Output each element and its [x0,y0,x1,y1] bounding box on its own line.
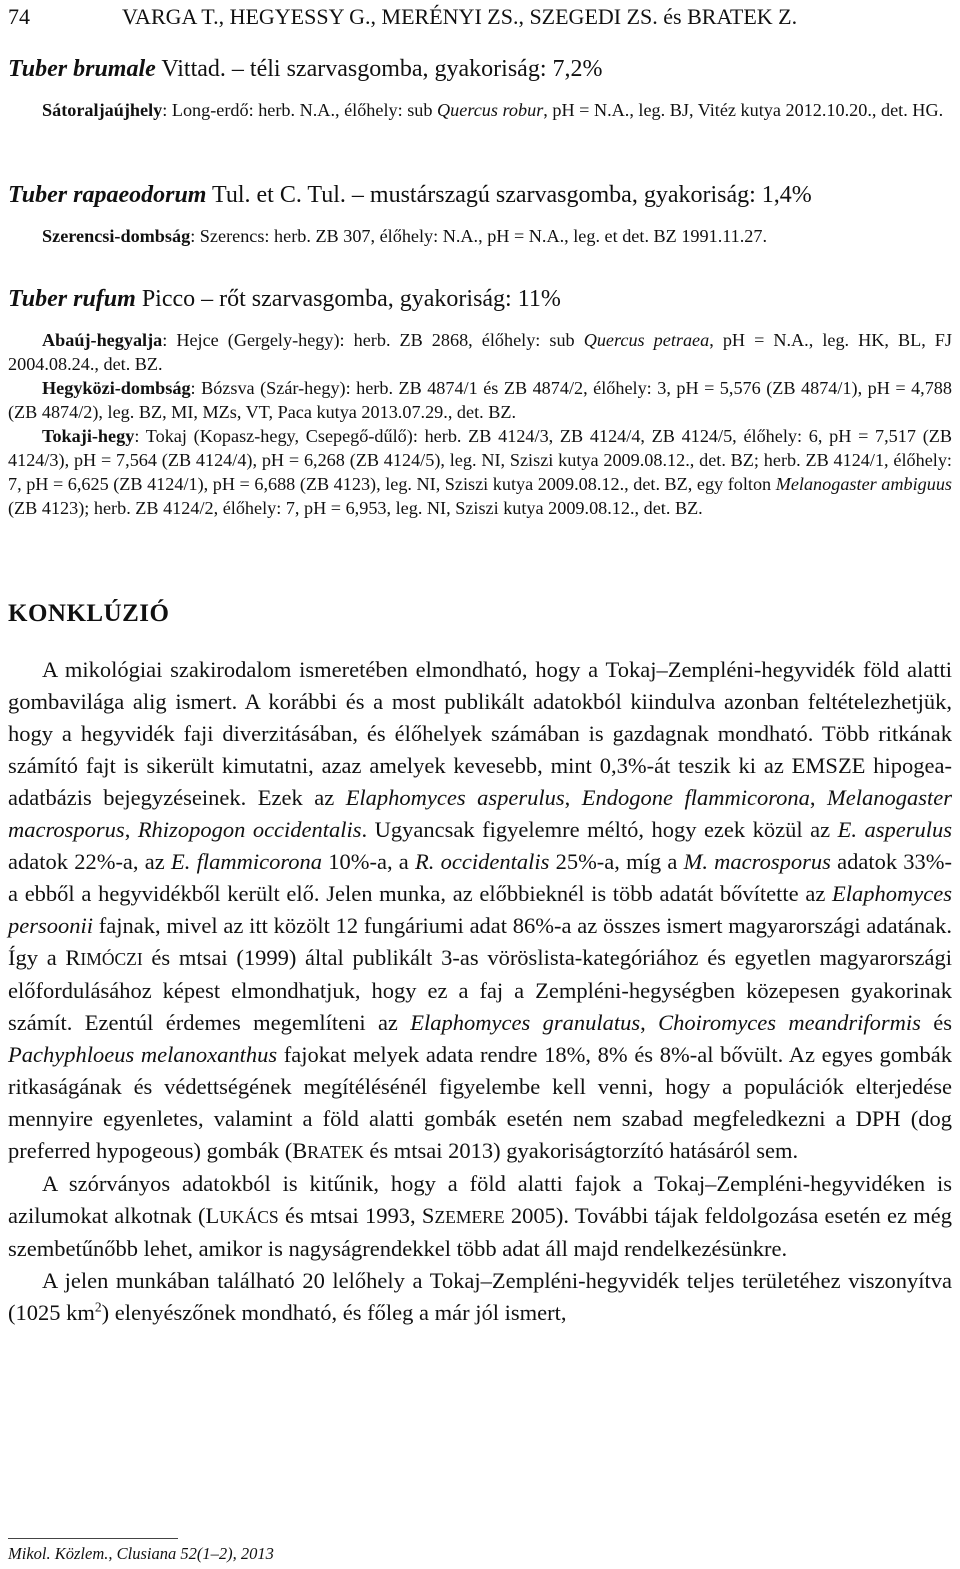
record-location: Tokaji-hegy [42,426,135,446]
text: , [640,1010,659,1035]
record-location: Abaúj-hegyalja [42,330,163,350]
species-name: Rhizopogon occidentalis [137,817,362,842]
author-initial: R [65,945,81,970]
paragraph [8,1168,952,1265]
species-entry [8,54,952,122]
text: és [920,1010,953,1035]
species-scientific-name: Tuber rufum [8,286,136,312]
record-text: , pH = N.A., leg. HK, BL, FJ 2004.08.24., det. BZ. [8,330,952,374]
text: A szórványos adatokból is kitűnik, hogy a föld alatti fajok a Tokaj–Zempléni-hegyvidéken is azilumokat alkotnak ( [8,1171,952,1228]
text: fajokat melyek adata rendre 18%, 8% és 8%-al bővült. Az egyes gombák ritkaságának és védettségének megítélésénél figyelembe kell venni, hogy a populációk elterjedése mennyire egyenletes, valamint a föld alatti gombák esetén nem szabad megfeledkezni a DPH (dog preferred hypogeous) gombák ( [8,1042,952,1163]
species-author: Vittad. [155,56,226,82]
text: . Ugyancsak figyelemre méltó, hogy ezek közül az [361,817,838,842]
text: fajnak, mivel az itt közölt 12 fungáriumi adat 86%-a az összes ismert magyarországi adatának. Így a [8,913,952,970]
species-name: Elaphomyces asperulus [345,785,565,810]
author-initial: L [205,1203,220,1228]
text: A mikológiai szakirodalom ismeretében elmondható, hogy a Tokaj–Zempléni-hegyvidék föld alatti gombavilága alig ismert. A korábbi és a most publikált adatokból kiindulva azonban feltételezhetjük, hogy a hegyvidék faji diverzitásában, és élőhelyek számában is gazdagnak mondható. Több ritkának számító fajt is sikerült kimutatni, azaz amelyek kevesebb, mint 0,3%-át teszik ki az EMSZE hipogea-adatbázis bejegyzéseinek. Ezek az [8,657,952,810]
species-name: Pachyphloeus melanoxanthus [8,1042,278,1067]
species-name: Choiromyces meandriformis [658,1010,921,1035]
text: A jelen munkában található 20 lelőhely a Tokaj–Zempléni-hegyvidék teljes területéhez viszonyítva (1025 km [8,1268,952,1325]
text: és mtsai 2013) gyakoriságtorzító hatásáról sem. [363,1138,799,1163]
record-location: Szerencsi-dombság [42,226,191,246]
author-initial: S [421,1203,435,1228]
species-name: Melanogaster macrosporus [8,785,953,842]
running-head-authors: VARGA T., HEGYESSY G., MERÉNYI ZS., SZEGEDI ZS. és BRATEK Z. [122,4,798,29]
author-smallcaps: ZEMERE [434,1207,505,1227]
species-name: E. asperulus [837,817,952,842]
text: 2005). További tájak feldolgozása esetén ez még szembetűnőbb lehet, amikor is nagyságrendekkel több adat áll majd rendelkezésünkre. [8,1203,952,1261]
species-name: Elaphomyces persoonii [8,881,952,938]
author-initial: B [292,1138,308,1163]
record-text: (ZB 4123); herb. ZB 4124/2, élőhely: 7, pH = 6,953, leg. NI, Sziszi kutya 2009.08.12., det. BZ. [8,498,703,518]
footer-citation: Mikol. Közlem., Clusiana 52(1–2), 2013 [8,1544,274,1563]
superscript: 2 [94,1299,102,1315]
text: ) elenyészőnek mondható, és főleg a már jól ismert, [101,1300,567,1325]
species-scientific-name: Tuber rapaeodorum [8,182,207,208]
species-title [8,180,952,210]
species-common-info: – rőt szarvasgomba, gyakoriság: 11% [195,286,561,312]
text: és mtsai 1993, [278,1203,422,1228]
footer-rule [8,1538,178,1539]
record-location: Hegyközi-dombság [42,378,191,398]
author-smallcaps: IMÓCZI [80,949,143,969]
record [8,98,952,122]
species-name: Endogone flammicorona [581,785,810,810]
record [8,224,952,248]
species-name: Elaphomyces granulatus [410,1010,641,1035]
species-name: E. flammicorona [170,849,322,874]
record-host: Quercus petraea [583,330,710,350]
running-head [8,4,952,30]
record-text: : Hejce (Gergely-hegy): herb. ZB 2868, élőhely: sub [162,330,584,350]
text: , [564,785,582,810]
text: és mtsai (1999) által publikált 3-as vöröslista-kategóriához és egyetlen magyarországi előfordulásához képest elmondhatjuk, hogy ez a faj a Zempléni-hegységben közepesen gyakorinak számít. Ezentúl érdemes megemlíteni az [8,945,952,1035]
record-text: : Tokaj (Kopasz-hegy, Csepegő-dűlő): herb. ZB 4124/3, ZB 4124/4, ZB 4124/5, élőhely: 6, pH = 7,517 (ZB 4124/3), pH = 7,564 (ZB 4124/4), pH = 6,268 (ZB 4124/5), leg. NI, Sziszi kutya 2009.08.12., det. BZ; herb. ZB 4124/1, élőhely: 7, pH = 6,625 (ZB 4124/1), pH = 6,688 (ZB 4123), leg. NI, Sziszi kutya 2009.08.12., det. BZ, egy folton [8,426,952,494]
paragraph [8,654,952,1168]
species-common-info: – mustárszagú szarvasgomba, gyakoriság: 1,4% [345,182,812,208]
paragraph [8,1265,952,1329]
author-smallcaps: UKÁCS [219,1207,279,1227]
record-text: : Bózsva (Szár-hegy): herb. ZB 4874/1 és ZB 4874/2, élőhely: 3, pH = 5,576 (ZB 4874/1), pH = 4,788 (ZB 4874/2), leg. BZ, MI, MZs, VT, Paca kutya 2013.07.29., det. BZ. [8,378,952,422]
species-common-info: – téli szarvasgomba, gyakoriság: 7,2% [225,56,603,82]
record-text: : Long-erdő: herb. N.A., élőhely: sub [162,100,438,120]
record [8,424,952,520]
text: adatok 33%-a ebből a hegyvidékből került elő. Jelen munka, az előbbieknél is több adatát bővítette az [8,849,953,906]
record-text: , pH = N.A., leg. BJ, Vitéz kutya 2012.10.20., det. HG. [543,100,944,120]
author-smallcaps: RATEK [307,1142,364,1162]
text: 25%-a, míg a [549,849,684,874]
species-name: M. macrosporus [683,849,831,874]
species-entry [8,180,952,248]
record-location: Sátoraljaújhely [42,100,163,120]
species-scientific-name: Tuber brumale [8,56,156,82]
record [8,328,952,376]
species-author: Picco [135,286,196,312]
text: adatok 22%-a, az [8,849,171,874]
species-entry [8,284,952,520]
text: , [124,817,138,842]
record-host: Quercus robur [437,100,544,120]
record-text: : Szerencs: herb. ZB 307, élőhely: N.A., pH = N.A., leg. et det. BZ 1991.11.27. [190,226,768,246]
species-name: R. occidentalis [415,849,550,874]
record [8,376,952,424]
conclusion-section [8,600,952,1329]
record-host: Melanogaster ambiguus [775,474,952,494]
species-title [8,284,952,314]
text: , [809,785,828,810]
species-title [8,54,952,84]
section-heading: KONKLÚZIÓ [8,600,170,627]
text: 10%-a, a [322,849,416,874]
species-author: Tul. et C. Tul. [206,182,346,208]
page-number: 74 [8,4,30,29]
